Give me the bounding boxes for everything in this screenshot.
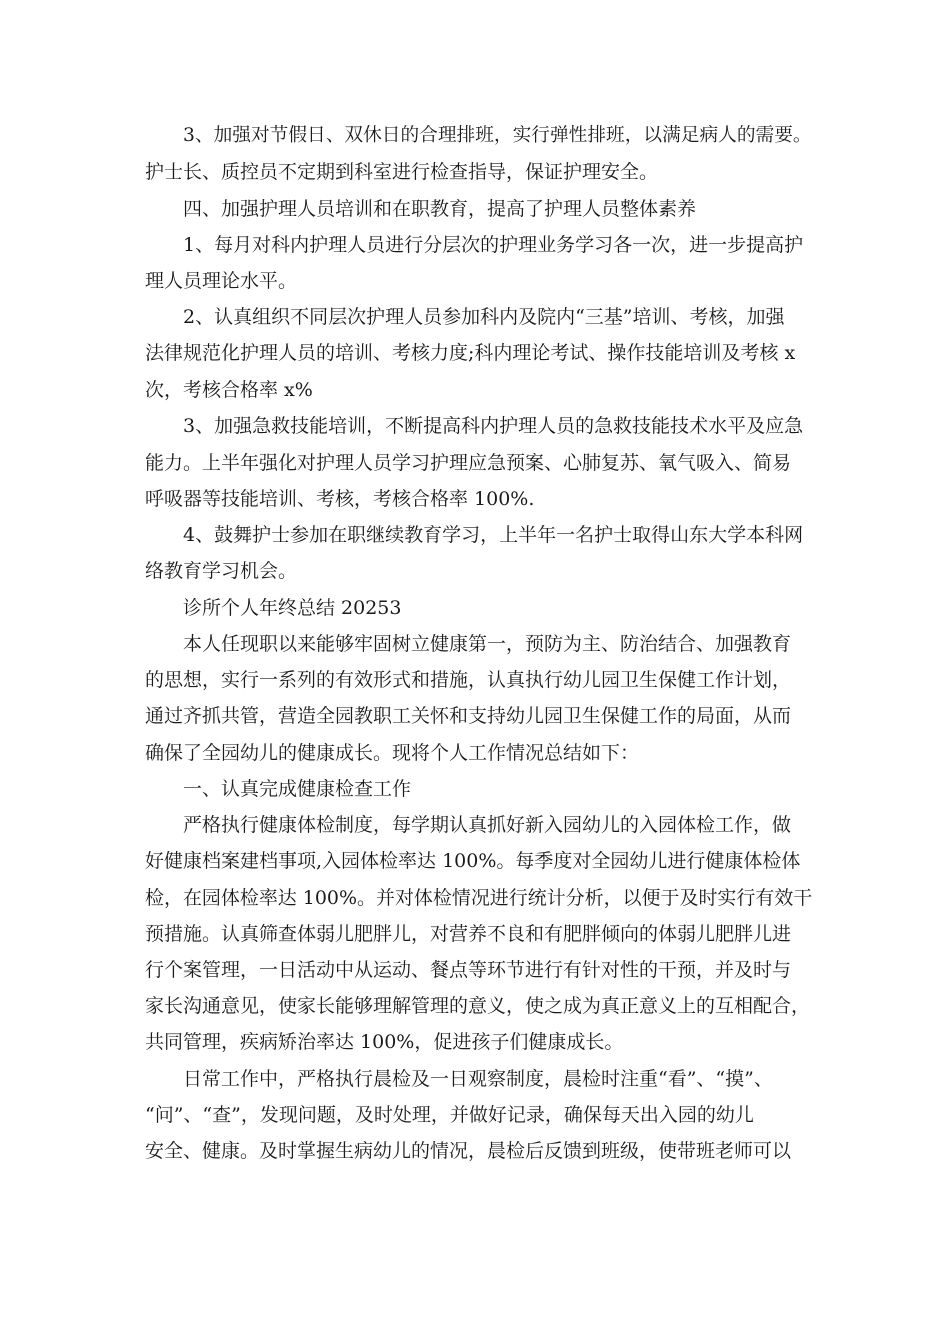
text-line: 日常工作中，严格执行晨检及一日观察制度，晨检时注重“看”、“摸”、	[183, 1068, 773, 1090]
text-line: 络教育学习机会。	[145, 560, 298, 582]
text-line: 家长沟通意见，使家长能够理解管理的意义，使之成为真正意义上的互相配合，	[145, 995, 811, 1017]
text-line: 本人任现职以来能够牢固树立健康第一，预防为主、防治结合、加强教育	[183, 633, 792, 655]
text-line: “问”、“查”，发现问题，及时处理，并做好记录，确保每天出入园的幼儿	[145, 1104, 754, 1126]
text-line: 3、加强对节假日、双休日的合理排班，实行弹性排班，以满足病人的需要。	[183, 125, 812, 146]
text-line: 检，在园体检率达 100%。并对体检情况进行统计分析，以便于及时实行有效干	[145, 887, 813, 909]
text-line: 严格执行健康体检制度，每学期认真抓好新入园幼儿的入园体检工作，做	[183, 814, 792, 836]
text-line: 行个案管理，一日活动中从运动、餐点等环节进行有针对性的干预，并及时与	[145, 959, 792, 981]
text-line: 预措施。认真筛查体弱儿肥胖儿，对营养不良和有肥胖倾向的体弱儿肥胖儿进	[145, 923, 792, 945]
text-line: 通过齐抓共管，营造全园教职工关怀和支持幼儿园卫生保健工作的局面，从而	[145, 705, 792, 727]
text-line: 安全、健康。及时掌握生病幼儿的情况，晨检后反馈到班级，使带班老师可以	[145, 1140, 792, 1162]
section-heading: 一、认真完成健康检查工作	[183, 778, 412, 800]
text-line: 次，考核合格率 x%	[145, 379, 313, 401]
text-line: 确保了全园幼儿的健康成长。现将个人工作情况总结如下：	[145, 742, 640, 764]
text-line: 理人员理论水平。	[145, 270, 298, 292]
text-line: 法律规范化护理人员的培训、考核力度;科内理论考试、操作技能培训及考核 x	[145, 342, 796, 364]
text-line: 2、认真组织不同层次护理人员参加科内及院内“三基”培训、考核，加强	[183, 306, 785, 328]
text-line: 4、鼓舞护士参加在职继续教育学习，上半年一名护士取得山东大学本科网	[183, 524, 804, 546]
text-line: 好健康档案建档事项,入园体检率达 100%。每季度对全园幼儿进行健康体检体	[145, 850, 801, 872]
text-line: 共同管理，疾病矫治率达 100%，促进孩子们健康成长。	[145, 1031, 624, 1053]
text-line: 呼吸器等技能培训、考核，考核合格率 100%.	[145, 488, 535, 510]
text-line: 1、每月对科内护理人员进行分层次的护理业务学习各一次，进一步提高护	[183, 234, 804, 256]
section-heading: 四、加强护理人员培训和在职教育，提高了护理人员整体素养	[183, 198, 697, 220]
text-line: 护士长、质控员不定期到科室进行检查指导，保证护理安全。	[145, 161, 659, 183]
document-title: 诊所个人年终总结 20253	[183, 597, 402, 619]
text-line: 能力。上半年强化对护理人员学习护理应急预案、心肺复苏、氧气吸入、简易	[145, 452, 792, 474]
text-line: 的思想，实行一系列的有效形式和措施，认真执行幼儿园卫生保健工作计划，	[145, 669, 792, 691]
text-line: 3、加强急救技能培训，不断提高科内护理人员的急救技能技术水平及应急	[183, 415, 804, 437]
